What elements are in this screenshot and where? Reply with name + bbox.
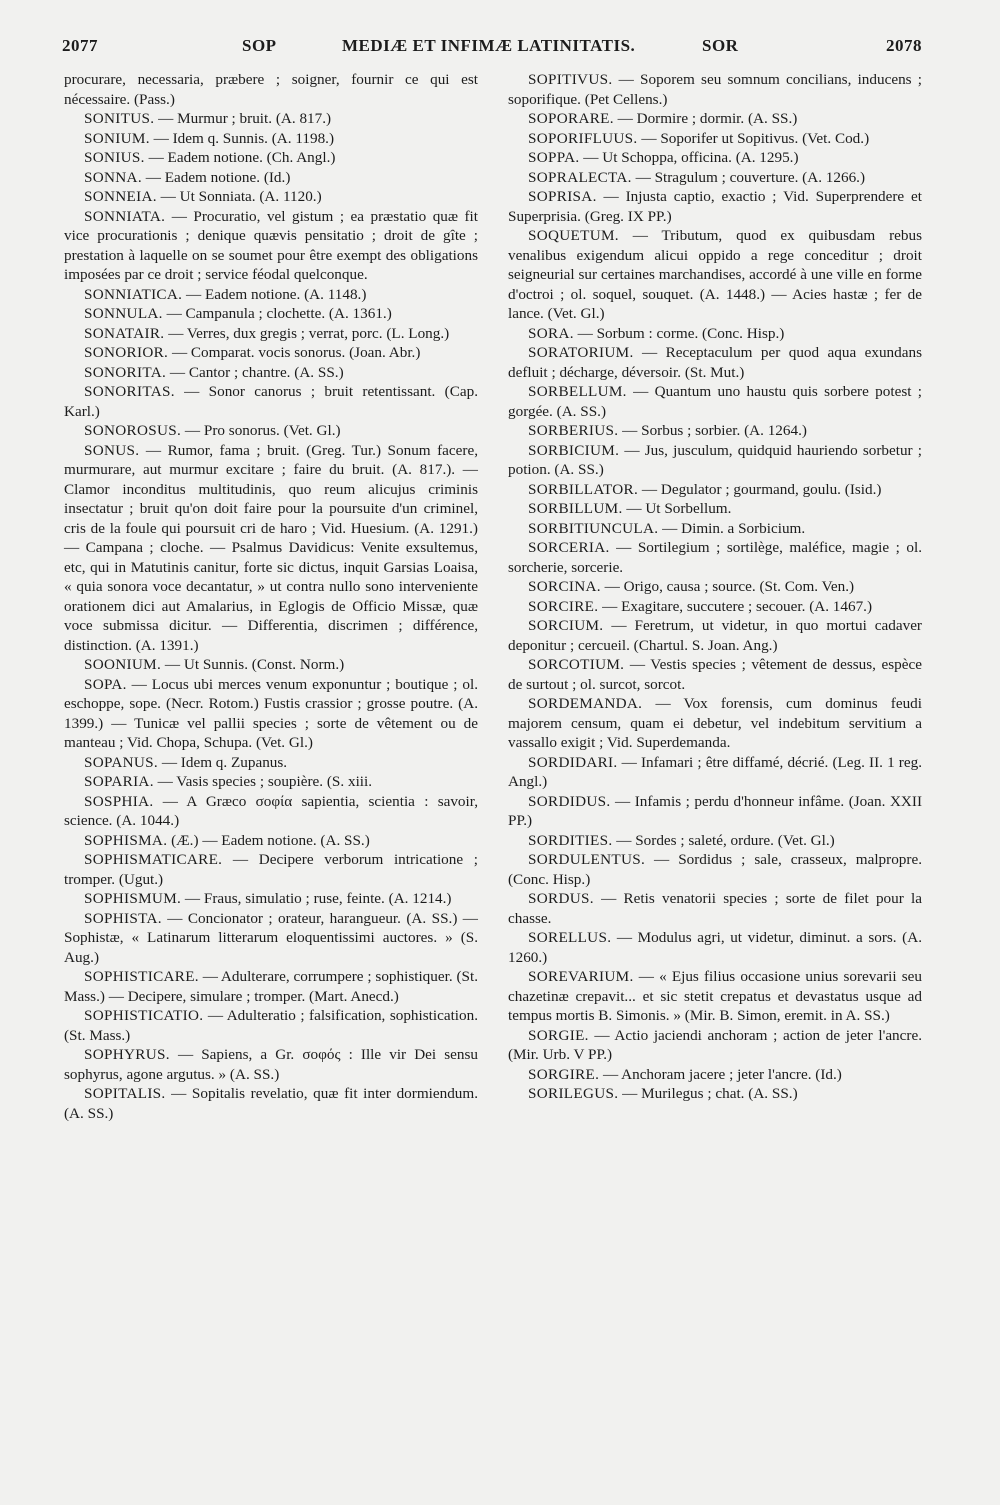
entry-definition: — Eadem notione. (A. 1148.)	[182, 285, 367, 303]
dictionary-entry	[64, 831, 478, 851]
dictionary-entry	[508, 792, 922, 831]
dictionary-entry	[64, 1084, 478, 1123]
entry-definition: — Locus ubi merces venum exponuntur ; boutique ; ol. eschoppe, sope. (Necr. Rotom.) Fustis crassior ; grosse poutre. (A. 1399.) — Tunicæ vel pallii species ; sorte de vêtement ou de manteau ; Vid. Chopa, Schupa. (Vet. Gl.)	[64, 675, 478, 751]
entry-headword: SOPHISMA.	[84, 831, 168, 849]
dictionary-entry	[508, 499, 922, 519]
entry-definition: — Vox forensis, cum dominus feudi majorem censum, quam ei debetur, vel indebitum servitium a vassallo exigit ; Vid. Superdemanda.	[508, 695, 922, 751]
entry-definition: — Eadem notione. (Ch. Angl.)	[144, 149, 336, 166]
entry-definition: — Campanula ; clochette. (A. 1361.)	[162, 305, 392, 322]
dictionary-entry	[508, 226, 922, 324]
entry-headword: SORA.	[528, 324, 574, 342]
dictionary-entry	[508, 382, 922, 421]
entry-headword: SORDIDARI.	[528, 753, 618, 771]
entry-definition: — A Græco σοφία sapientia, scientia : savoir, science. (A. 1044.)	[64, 792, 478, 829]
entry-definition: — Sapiens, a Gr. σοφός : Ille vir Dei sensu sophyrus, agone argutus. » (A. SS.)	[64, 1046, 478, 1083]
dictionary-entry	[64, 343, 478, 363]
dictionary-entry	[64, 129, 478, 149]
entry-definition: — Procuratio, vel gistum ; ea præstatio quæ fit vice procurationis ; denique quævis pensitatio ; droit de gîte ; prestation à laquelle on se soumet pour être exempt des obligations imposées par ce droit ; service féodal quelconque.	[64, 207, 478, 283]
entry-headword: SOPORIFLUUS.	[528, 129, 638, 147]
left-column	[64, 70, 478, 1123]
entry-definition: — Rumor, fama ; bruit. (Greg. Tur.) Sonum facere, murmurare, aut murmur excitare ; faire du bruit. (A. 817.). — Clamor inconditus multitudinis, quo reum alicujus criminis insectatur ; bruit qu'on doit faire pour la poursuite d'un criminel, cris de la foule qui poursuit cri de haro ; Vid. Huesium. (A. 1291.) — Campana ; cloche. — Psalmus Davidicus: Venite exsultemus, etc, qui in Matutinis canitur, forte sic dictus, inquit Garsias Loaisa, « quia sonora voce decantatur, » ut contra nullo sono interveniente orationem dici aut Amalarius, in Eglogis de Officio Missæ, quæ voce submissa dicitur. — Differentia, discrimen ; différence, distinction. (A. 1391.)	[64, 441, 478, 654]
dictionary-entry	[64, 1045, 478, 1084]
dictionary-entry	[508, 753, 922, 792]
entry-headword: SORCOTIUM.	[528, 656, 625, 673]
entry-definition: procurare, necessaria, præbere ; soigner, fournir ce qui est nécessaire. (Pass.)	[64, 71, 478, 108]
entry-definition: — Ut Sunnis. (Const. Norm.)	[161, 656, 345, 673]
dictionary-entry	[508, 967, 922, 1026]
dictionary-entry	[508, 480, 922, 500]
dictionary-entry	[508, 655, 922, 694]
entry-definition: — Eadem notione. (Id.)	[141, 168, 291, 186]
entry-definition: — Sonor canorus ; bruit retentissant. (Cap. Karl.)	[64, 383, 478, 420]
entry-headword: SONNIATICA.	[84, 285, 183, 303]
dictionary-entry	[64, 304, 478, 324]
entry-definition: — Dormire ; dormir. (A. SS.)	[613, 110, 798, 127]
entry-headword: SOPORARE.	[528, 110, 614, 127]
entry-definition: — Soporifer ut Sopitivus. (Vet. Cod.)	[637, 129, 870, 147]
entry-definition: — Concionator ; orateur, harangueur. (A. SS.) — Sophistæ, « Latinarum litterarum eloquentissimi auctores. » (S. Aug.)	[64, 909, 478, 966]
right-column	[508, 70, 922, 1104]
entry-definition: — Injusta captio, exactio ; Vid. Superprendere et Superprisia. (Greg. IX PP.)	[508, 188, 922, 225]
dictionary-entry	[64, 207, 478, 285]
dictionary-entry	[508, 694, 922, 753]
dictionary-entry	[64, 168, 478, 188]
entry-headword: SORDITIES.	[528, 831, 613, 849]
entry-definition: — Cantor ; chantre. (A. SS.)	[166, 363, 344, 381]
entry-definition: — Idem q. Zupanus.	[158, 753, 288, 771]
dictionary-entry	[508, 519, 922, 539]
dictionary-entry	[508, 850, 922, 889]
dictionary-entry	[64, 441, 478, 656]
left-catchword: SOP	[242, 36, 277, 55]
entry-definition: — Sorbum : corme. (Conc. Hisp.)	[573, 324, 785, 342]
entry-headword: SOPHISMUM.	[84, 890, 182, 907]
entry-definition: — Origo, causa ; source. (St. Com. Ven.)	[600, 578, 855, 595]
entry-headword: SONOROSUS.	[84, 422, 182, 439]
right-page-number: 2078	[886, 36, 922, 55]
entry-headword: SOPA.	[84, 675, 127, 693]
entry-headword: SORBELLUM.	[528, 383, 627, 400]
dictionary-entry	[64, 421, 478, 441]
entry-headword: SORCERIA.	[528, 539, 610, 556]
entry-headword: SOREVARIUM.	[528, 968, 634, 985]
dictionary-entry	[64, 967, 478, 1006]
entry-headword: SOONIUM.	[84, 656, 162, 673]
entry-headword: SOQUETUM.	[528, 227, 619, 244]
dictionary-entry	[64, 70, 478, 109]
entry-headword: SOPHISTA.	[84, 909, 162, 927]
dictionary-entry	[64, 909, 478, 968]
entry-headword: SOPANUS.	[84, 753, 159, 771]
dictionary-entry	[64, 148, 478, 168]
entry-definition: (Æ.) — Eadem notione. (A. SS.)	[167, 831, 370, 849]
dictionary-entry	[508, 168, 922, 188]
dictionary-entry	[508, 889, 922, 928]
entry-headword: SOPITALIS.	[84, 1085, 166, 1102]
dictionary-entry	[64, 772, 478, 792]
dictionary-entry	[508, 1065, 922, 1085]
dictionary-entry	[64, 363, 478, 383]
dictionary-entry	[508, 324, 922, 344]
running-header	[62, 36, 922, 62]
dictionary-entry	[508, 1084, 922, 1104]
entry-definition: — Actio jaciendi anchoram ; action de jeter l'ancre. (Mir. Urb. V PP.)	[508, 1026, 922, 1063]
entry-definition: — « Ejus filius occasione unius sorevarii seu chazetinæ crepavit... et sic stetit crepatus et devastatus usque ad tempus mortis B. Simonis. » (Mir. B. Simon, eremit. in A. SS.)	[508, 968, 922, 1024]
entry-headword: SORATORIUM.	[528, 344, 634, 361]
entry-definition: — Receptaculum per quod aqua exundans defluit ; décharge, déversoir. (St. Mut.)	[508, 344, 922, 381]
entry-headword: SORCIUM.	[528, 617, 604, 634]
entry-definition: — Sordes ; saleté, ordure. (Vet. Gl.)	[612, 831, 835, 849]
dictionary-entry	[508, 577, 922, 597]
entry-headword: SONUS.	[84, 441, 140, 459]
dictionary-entry	[508, 616, 922, 655]
entry-definition: — Soporem seu somnum concilians, inducens ; soporifique. (Pet Cellens.)	[508, 71, 922, 108]
entry-definition: — Decipere verborum intricatione ; tromper. (Ugut.)	[64, 851, 478, 888]
entry-headword: SORDEMANDA.	[528, 695, 643, 712]
dictionary-entry	[64, 1006, 478, 1045]
entry-headword: SONORITAS.	[84, 383, 175, 400]
dictionary-entry	[64, 792, 478, 831]
entry-headword: SOPPA.	[528, 149, 580, 166]
dictionary-entry	[64, 889, 478, 909]
entry-headword: SONNIATA.	[84, 207, 166, 225]
entry-definition: — Idem q. Sunnis. (A. 1198.)	[149, 129, 335, 147]
dictionary-entry	[508, 831, 922, 851]
entry-definition: — Adulteratio ; falsification, sophistication. (St. Mass.)	[64, 1007, 478, 1044]
dictionary-entry	[508, 538, 922, 577]
dictionary-entry	[508, 421, 922, 441]
entry-headword: SORDULENTUS.	[528, 851, 646, 868]
entry-definition: — Vestis species ; vêtement de dessus, espèce de surtout ; ol. surcot, sorcot.	[508, 656, 922, 693]
entry-headword: SOPHISTICATIO.	[84, 1007, 204, 1024]
entry-definition: — Comparat. vocis sonorus. (Joan. Abr.)	[168, 344, 421, 361]
dictionary-entry	[508, 441, 922, 480]
entry-headword: SORDIDUS.	[528, 792, 611, 810]
entry-headword: SORBITIUNCULA.	[528, 519, 659, 537]
entry-definition: — Ut Sorbellum.	[622, 500, 732, 517]
dictionary-entry	[508, 109, 922, 129]
entry-definition: — Sordidus ; sale, crasseux, malpropre. (Conc. Hisp.)	[508, 851, 922, 888]
entry-headword: SOSPHIA.	[84, 792, 154, 810]
entry-definition: — Stragulum ; couverture. (A. 1266.)	[631, 168, 866, 186]
dictionary-entry	[508, 343, 922, 382]
entry-definition: — Anchoram jacere ; jeter l'ancre. (Id.)	[599, 1065, 842, 1083]
entry-definition: — Feretrum, ut videtur, in quo mortui cadaver deponitur ; cercueil. (Chartul. S. Joan. Ang.)	[508, 617, 922, 654]
entry-headword: SORELLUS.	[528, 929, 612, 946]
entry-definition: — Jus, jusculum, quidquid hauriendo sorbetur ; potion. (A. SS.)	[508, 441, 922, 478]
entry-definition: — Infamis ; perdu d'honneur infâme. (Joan. XXII PP.)	[508, 792, 922, 829]
entry-headword: SOPHYRUS.	[84, 1046, 170, 1063]
dictionary-entry	[64, 109, 478, 129]
dictionary-entry	[508, 187, 922, 226]
entry-definition: — Pro sonorus. (Vet. Gl.)	[181, 422, 341, 439]
entry-definition: — Murmur ; bruit. (A. 817.)	[154, 110, 332, 127]
entry-headword: SOPITIVUS.	[528, 71, 613, 88]
dictionary-entry	[64, 187, 478, 207]
entry-headword: SOPARIA.	[84, 773, 154, 790]
running-title: MEDIÆ ET INFIMÆ LATINITATIS.	[342, 36, 636, 55]
entry-definition: — Vasis species ; soupière. (S. xiii.	[153, 773, 373, 790]
entry-definition: — Sortilegium ; sortilège, maléfice, magie ; ol. sorcherie, sorcerie.	[508, 539, 922, 576]
entry-headword: SORBILLATOR.	[528, 480, 639, 498]
dictionary-entry	[508, 70, 922, 109]
entry-headword: SOPHISTICARE.	[84, 968, 199, 985]
entry-definition: — Modulus agri, ut videtur, diminut. a sors. (A. 1260.)	[508, 929, 922, 966]
entry-definition: — Quantum uno haustu quis sorbere potest ; gorgée. (A. SS.)	[508, 383, 922, 420]
entry-definition: — Ut Sonniata. (A. 1120.)	[156, 188, 322, 205]
entry-headword: SONIUS.	[84, 149, 145, 166]
entry-headword: SORBICIUM.	[528, 441, 620, 459]
entry-definition: — Exagitare, succutere ; secouer. (A. 1467.)	[598, 597, 873, 615]
entry-definition: — Retis venatorii species ; sorte de filet pour la chasse.	[508, 890, 922, 927]
dictionary-entry	[508, 129, 922, 149]
entry-definition: — Degulator ; gourmand, goulu. (Isid.)	[638, 480, 882, 498]
right-catchword: SOR	[702, 36, 739, 55]
dictionary-entry	[508, 597, 922, 617]
entry-definition: — Ut Schoppa, officina. (A. 1295.)	[579, 149, 799, 166]
dictionary-entry	[64, 655, 478, 675]
dictionary-entry	[64, 850, 478, 889]
entry-headword: SORBERIUS.	[528, 422, 619, 439]
left-page-number: 2077	[62, 36, 98, 55]
entry-headword: SOPRISA.	[528, 188, 597, 205]
entry-headword: SONNA.	[84, 168, 142, 186]
entry-headword: SOPRALECTA.	[528, 168, 632, 186]
entry-headword: SORILEGUS.	[528, 1085, 619, 1102]
dictionary-entry	[508, 148, 922, 168]
entry-headword: SORBILLUM.	[528, 500, 623, 517]
dictionary-entry	[64, 675, 478, 753]
entry-headword: SONATAIR.	[84, 324, 165, 342]
entry-headword: SONORIOR.	[84, 344, 169, 361]
entry-headword: SONORITA.	[84, 363, 167, 381]
dictionary-entry	[508, 1026, 922, 1065]
entry-definition: — Sorbus ; sorbier. (A. 1264.)	[618, 422, 807, 439]
entry-definition: — Verres, dux gregis ; verrat, porc. (L. Long.)	[164, 324, 450, 342]
entry-definition: — Murilegus ; chat. (A. SS.)	[618, 1085, 798, 1102]
entry-definition: — Dimin. a Sorbicium.	[658, 519, 806, 537]
entry-headword: SORCIRE.	[528, 597, 599, 615]
dictionary-entry	[64, 324, 478, 344]
entry-headword: SORGIRE.	[528, 1065, 600, 1083]
entry-definition: — Sopitalis revelatio, quæ fit inter dormiendum. (A. SS.)	[64, 1085, 478, 1122]
dictionary-entry	[508, 928, 922, 967]
entry-definition: — Infamari ; être diffamé, décrié. (Leg. II. 1 reg. Angl.)	[508, 753, 922, 790]
entry-headword: SORCINA.	[528, 578, 601, 595]
entry-headword: SORGIE.	[528, 1026, 589, 1044]
dictionary-entry	[64, 753, 478, 773]
dictionary-entry	[64, 382, 478, 421]
entry-headword: SONNEIA.	[84, 188, 157, 205]
entry-headword: SORDUS.	[528, 890, 594, 907]
dictionary-entry	[64, 285, 478, 305]
entry-definition: — Fraus, simulatio ; ruse, feinte. (A. 1214.)	[181, 890, 452, 907]
entry-headword: SONIUM.	[84, 129, 150, 147]
entry-headword: SONNULA.	[84, 305, 163, 322]
entry-definition: — Tributum, quod ex quibusdam rebus venalibus exigendum alicui oppido a rege conceditur ; droit seigneurial sur certaines marchandises, accordé à une ville en forme d'octroi ; ol. soquel, souquet. (A. 1448.) — Acies hastæ ; fer de lance. (Vet. Gl.)	[508, 227, 922, 322]
entry-headword: SONITUS.	[84, 110, 155, 127]
entry-definition: — Adulterare, corrumpere ; sophistiquer. (St. Mass.) — Decipere, simulare ; tromper. (Mart. Anecd.)	[64, 968, 478, 1005]
entry-headword: SOPHISMATICARE.	[84, 851, 223, 868]
